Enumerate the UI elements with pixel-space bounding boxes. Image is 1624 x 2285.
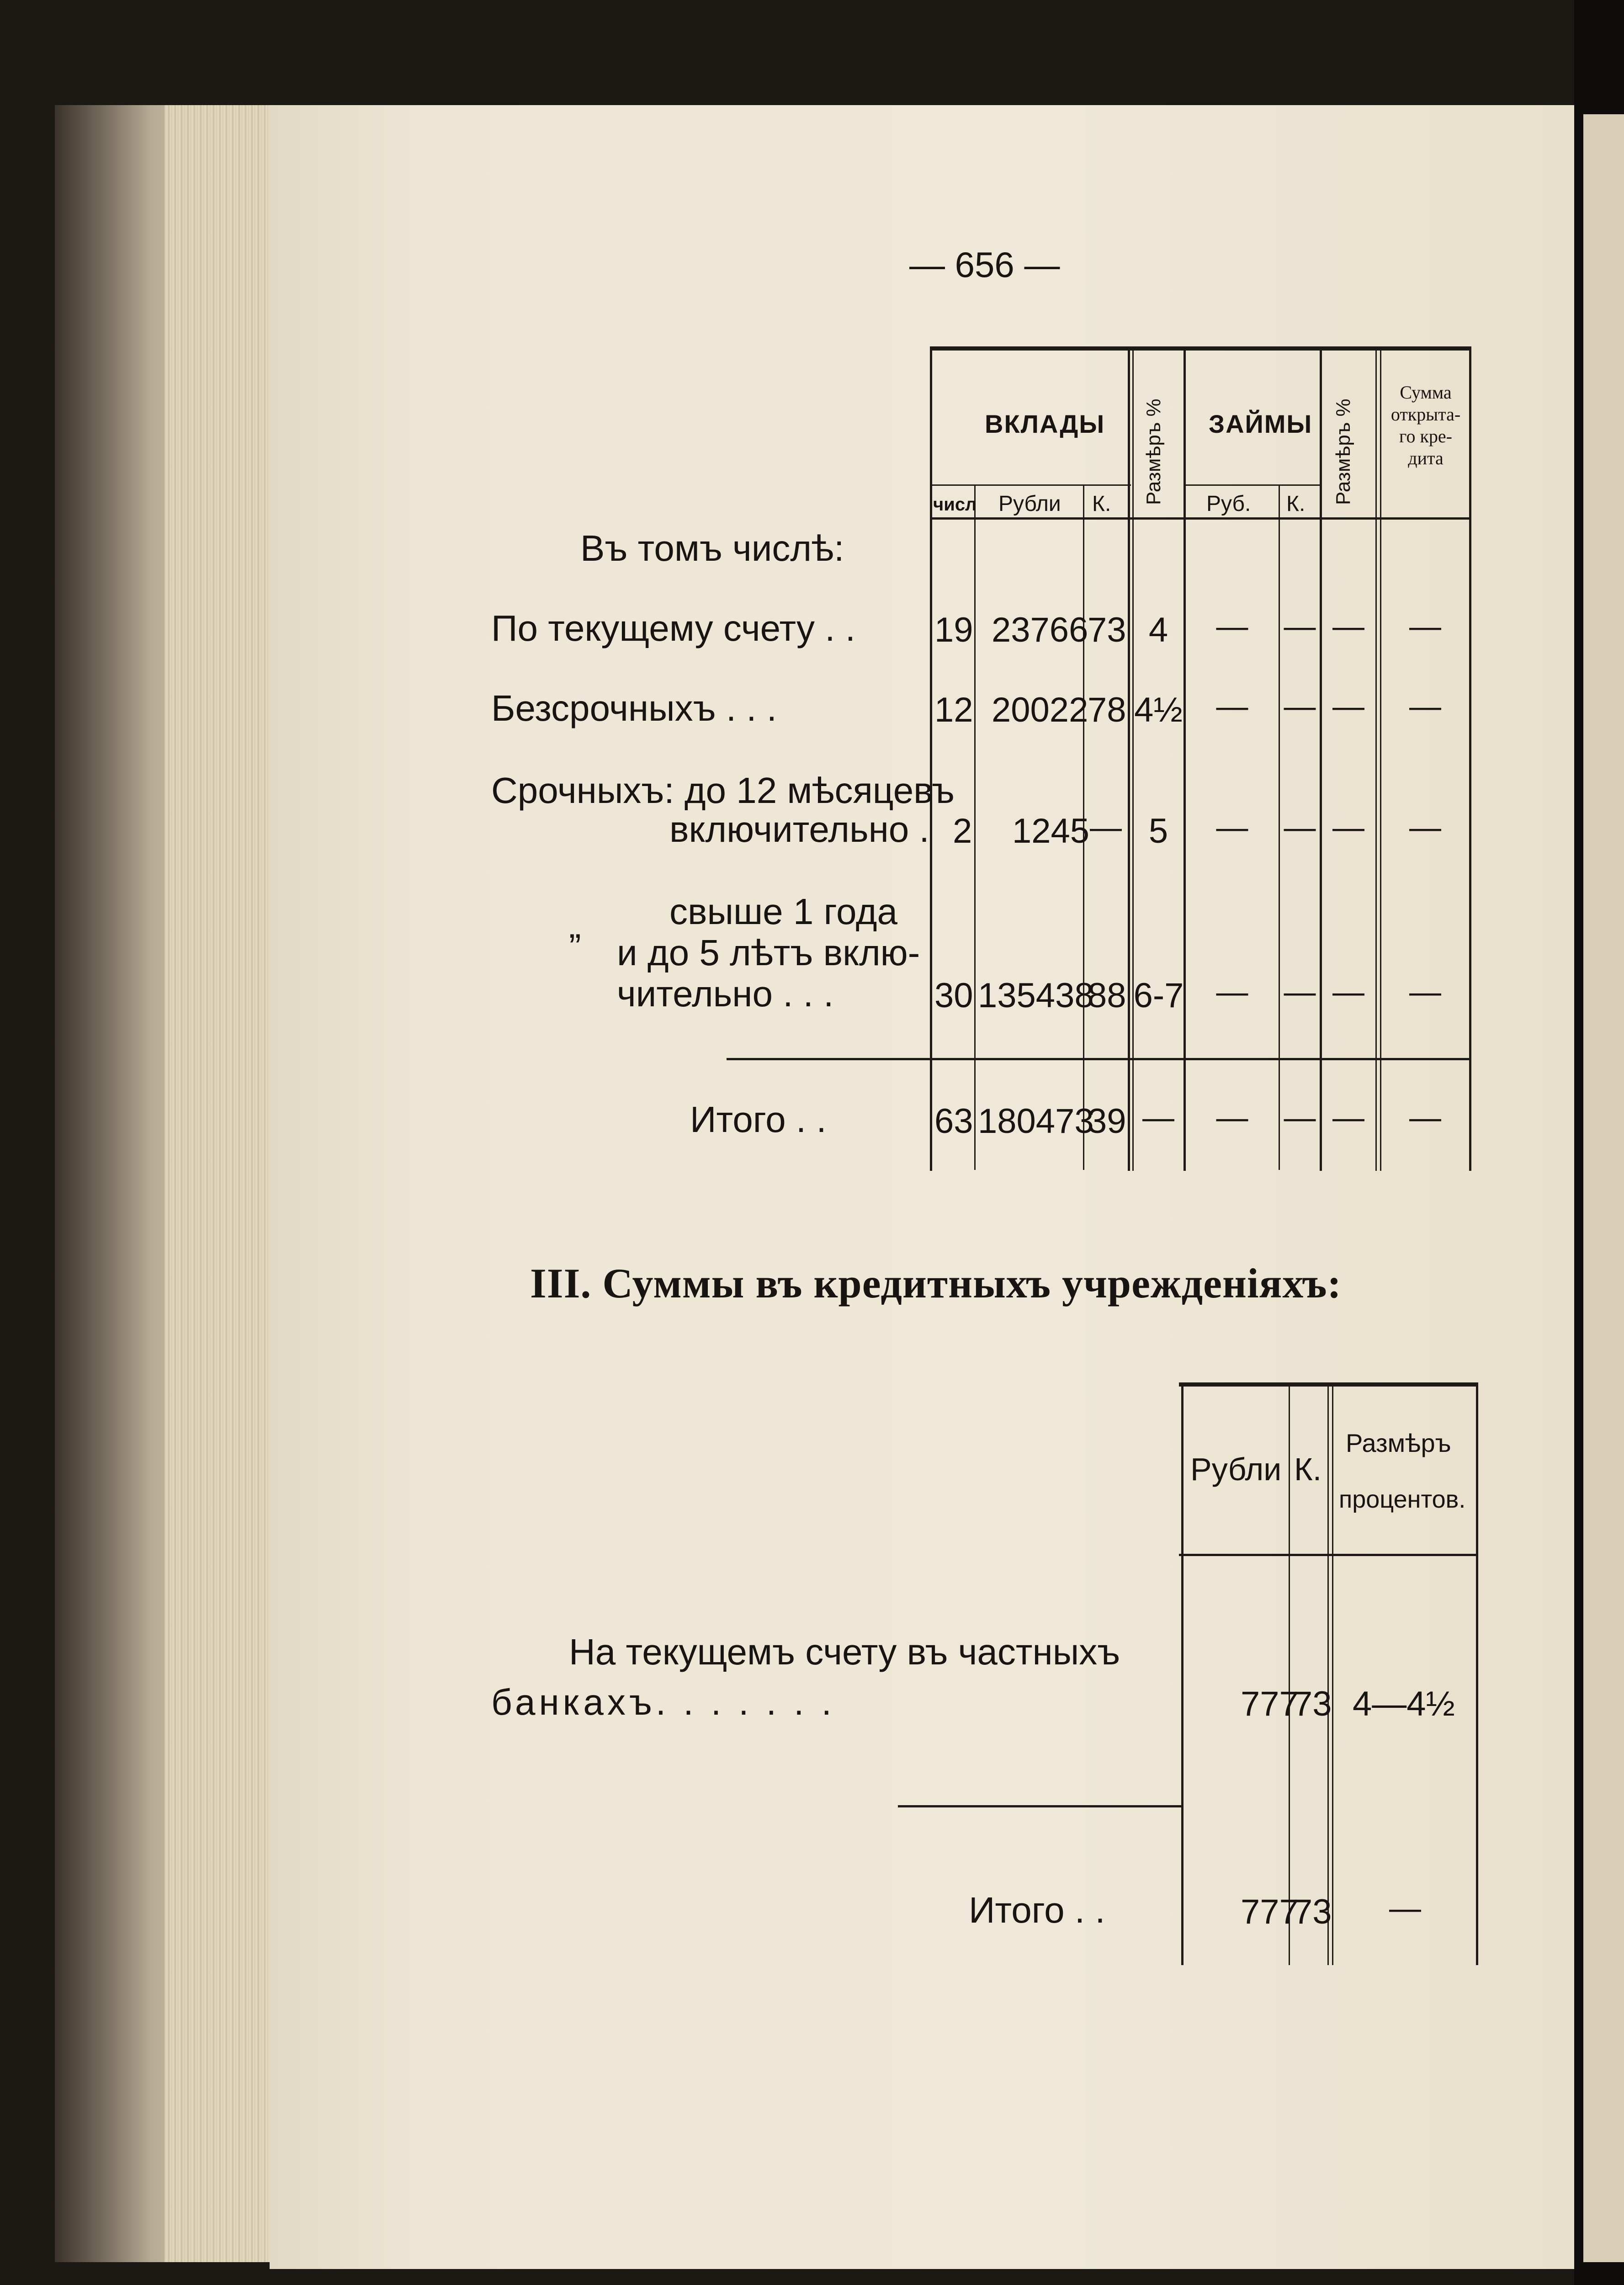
header-rubli: Рубли <box>998 492 1061 516</box>
total-k: 73 <box>1293 1892 1332 1931</box>
cell-rubli: 1245 <box>1012 812 1090 850</box>
row-label-line: Срочныхъ: до 12 мѣсяцевъ <box>491 770 955 811</box>
table-1-col-line <box>1132 348 1134 1171</box>
total-rubli: 777 <box>1241 1892 1299 1931</box>
total-razmer: — <box>1142 1100 1174 1135</box>
table-2-col-line <box>1289 1385 1290 1965</box>
table-1-col-line <box>930 348 932 1171</box>
header-summa-line: дита <box>1408 448 1444 468</box>
total-label: Итого . . <box>969 1890 1105 1930</box>
row-label-line: банкахъ. . . . . . . <box>491 1682 835 1722</box>
table-1-col-line <box>1184 348 1186 1171</box>
row-label-line: чительно . . . <box>617 973 834 1014</box>
cell-k: 78 <box>1088 691 1126 729</box>
table-1-col-line <box>1469 348 1471 1171</box>
header-summa-line: го кре- <box>1399 426 1452 446</box>
total-razmer: — <box>1389 1890 1421 1926</box>
cell-rub: — <box>1216 809 1248 845</box>
cell-rub: — <box>1216 974 1248 1010</box>
header-k-2: К. <box>1286 492 1306 516</box>
total-rubli: 180473 <box>978 1102 1094 1141</box>
cell-rubli: 135438 <box>978 976 1094 1015</box>
table-1-subheader-rule-b <box>1186 484 1321 486</box>
cell-chisl: 2 <box>953 812 972 850</box>
cell-razmer: 4½ <box>1134 691 1183 729</box>
row-label: Безсрочныхъ . . . <box>491 688 777 728</box>
header-razmer-line: Размѣръ <box>1346 1429 1451 1457</box>
header-k: К. <box>1294 1451 1322 1487</box>
cell-razmer2: — <box>1332 809 1364 845</box>
table-1-top-rule <box>930 346 1471 351</box>
total-rub: — <box>1216 1100 1248 1135</box>
cell-chisl: 19 <box>934 611 973 649</box>
header-chisl: числ <box>933 494 977 515</box>
header-razmer-1: Размѣръ % <box>1142 399 1165 505</box>
cell-k: 73 <box>1088 611 1126 649</box>
cell-razmer: 4—4½ <box>1353 1685 1455 1723</box>
row-label-line: На текущемъ счету въ частныхъ <box>569 1631 1120 1672</box>
cell-k2: — <box>1284 688 1316 724</box>
cell-summa: — <box>1409 608 1441 644</box>
header-zaimy: ЗАЙМЫ <box>1209 409 1313 438</box>
cell-k2: — <box>1284 608 1316 644</box>
row-label-line: и до 5 лѣтъ вклю- <box>617 932 920 973</box>
cell-k2: — <box>1284 974 1316 1010</box>
header-rub: Руб. <box>1206 492 1251 516</box>
header-k-1: К. <box>1092 492 1111 516</box>
total-razmer2: — <box>1332 1100 1364 1135</box>
cell-summa: — <box>1409 688 1441 724</box>
cell-rub: — <box>1216 688 1248 724</box>
cell-summa: — <box>1409 809 1441 845</box>
table-2-col-line <box>1476 1385 1478 1965</box>
row-label-line: включительно . <box>669 809 929 850</box>
cell-razmer: 4 <box>1148 611 1168 649</box>
header-summa-line: Сумма <box>1400 382 1452 403</box>
cell-razmer2: — <box>1332 688 1364 724</box>
table-1-header-rule <box>930 517 1471 520</box>
table-1-col-line <box>1320 348 1322 1171</box>
table-1-col-line <box>1375 348 1377 1171</box>
cell-rubli: 23766 <box>992 611 1088 649</box>
cell-rub: — <box>1216 608 1248 644</box>
table-1-subheader-rule-a <box>930 484 1131 486</box>
cell-razmer2: — <box>1332 974 1364 1010</box>
header-summa <box>1382 382 1469 469</box>
cell-k: — <box>1090 809 1122 845</box>
table-2-col-line <box>1332 1385 1333 1965</box>
table-1-col-line <box>1128 348 1130 1171</box>
table-2-col-line <box>1327 1385 1329 1965</box>
cell-rubli: 20022 <box>992 691 1088 729</box>
cell-razmer: 6-7 <box>1133 976 1184 1015</box>
cell-k: 73 <box>1293 1685 1332 1723</box>
total-label: Итого . . <box>690 1099 827 1140</box>
header-rubli: Рубли <box>1190 1451 1282 1487</box>
cell-razmer2: — <box>1332 608 1364 644</box>
table-1-col-line <box>974 484 976 1170</box>
cell-chisl: 12 <box>934 691 973 729</box>
section-title: III. Суммы въ кредитныхъ учрежденіяхъ: <box>530 1260 1342 1307</box>
table-2-col-line <box>1181 1385 1184 1965</box>
page-number: — 656 — <box>909 244 1060 285</box>
intro-text: Въ томъ числѣ: <box>580 528 844 569</box>
total-k: 39 <box>1088 1102 1126 1141</box>
total-summa: — <box>1409 1100 1441 1135</box>
header-vklady: ВКЛАДЫ <box>985 409 1105 438</box>
header-summa-line: открыта- <box>1390 404 1461 425</box>
cell-razmer: 5 <box>1148 812 1168 850</box>
total-chisl: 63 <box>934 1102 973 1141</box>
header-razmer-2: Размѣръ % <box>1332 399 1354 505</box>
facing-page-edge <box>1583 114 1624 2262</box>
table-2-total-rule <box>898 1805 1184 1807</box>
cell-summa: — <box>1409 974 1441 1010</box>
cell-k: 88 <box>1088 976 1126 1015</box>
table-1-total-rule <box>727 1058 1471 1060</box>
cell-k2: — <box>1284 809 1316 845</box>
ditto-mark: „ <box>569 905 581 946</box>
cell-rubli: 777 <box>1241 1685 1299 1723</box>
total-k2: — <box>1284 1100 1316 1135</box>
cell-chisl: 30 <box>934 976 973 1015</box>
header-razmer-line: процентов. <box>1339 1486 1466 1513</box>
row-label: По текущему счету . . <box>491 608 855 648</box>
row-label-line: свыше 1 года <box>669 891 897 932</box>
table-1-col-line <box>1380 348 1381 1171</box>
